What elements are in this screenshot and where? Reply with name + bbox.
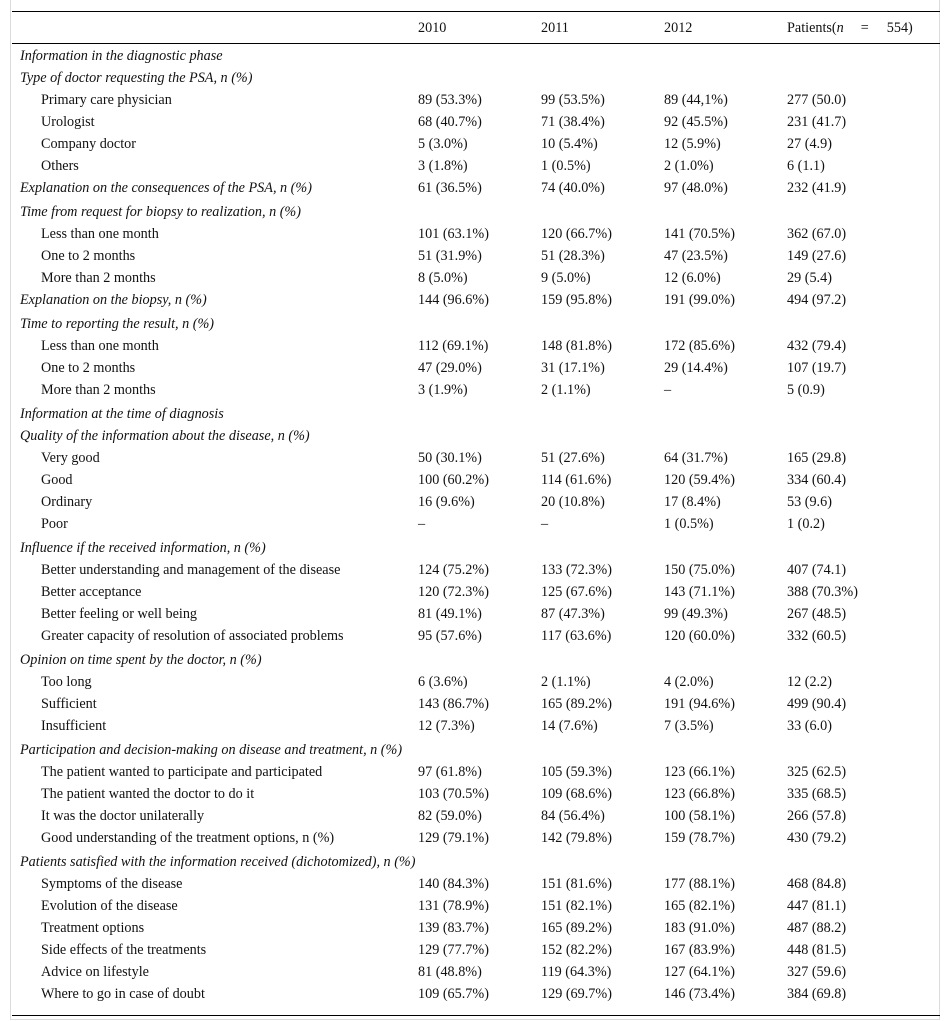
row-label: Less than one month [41, 338, 159, 354]
row-value-patients: 430 (79.2) [787, 830, 847, 846]
row-label: Quality of the information about the disease, n (%) [20, 428, 310, 444]
table-section-row [12, 67, 940, 89]
table-row [12, 379, 940, 401]
row-value-2011: 31 (17.1%) [541, 360, 605, 376]
row-value-2011: 84 (56.4%) [541, 808, 605, 824]
header-2012: 2012 [664, 20, 693, 36]
row-label: Greater capacity of resolution of associated problems [41, 628, 344, 644]
row-value-patients: 334 (60.4) [787, 472, 847, 488]
row-value-2012: 29 (14.4%) [664, 360, 728, 376]
row-value-2010: 61 (36.5%) [418, 180, 482, 196]
table-row [12, 133, 940, 155]
row-value-2011: 133 (72.3%) [541, 562, 612, 578]
table-row [12, 917, 940, 939]
table-header [12, 11, 940, 44]
table-row [12, 89, 940, 111]
header-patients-prefix: Patients( [787, 20, 837, 36]
row-value-patients: 267 (48.5) [787, 606, 847, 622]
row-label: Sufficient [41, 696, 97, 712]
row-label: Too long [41, 674, 92, 690]
row-value-2011: 120 (66.7%) [541, 226, 612, 242]
row-value-patients: 231 (41.7) [787, 114, 847, 130]
table-row [12, 715, 940, 737]
row-label: Opinion on time spent by the doctor, n (%) [20, 652, 262, 668]
table-row [12, 491, 940, 513]
row-value-patients: 232 (41.9) [787, 180, 847, 196]
row-label: It was the doctor unilaterally [41, 808, 205, 824]
row-label: Influence if the received information, n (%) [20, 540, 266, 556]
row-value-2012: 120 (60.0%) [664, 628, 735, 644]
row-value-2010: 5 (3.0%) [418, 136, 468, 152]
row-value-2011: 119 (64.3%) [541, 964, 612, 980]
row-label: Treatment options [41, 920, 145, 936]
row-value-2010: 8 (5.0%) [418, 270, 468, 286]
row-value-2012: 12 (5.9%) [664, 136, 721, 152]
data-table [12, 11, 940, 1016]
row-label: Time from request for biopsy to realization, n (%) [20, 204, 301, 220]
row-value-2012: 47 (23.5%) [664, 248, 728, 264]
row-value-patients: 165 (29.8) [787, 450, 847, 466]
row-label: Symptoms of the disease [41, 876, 183, 892]
row-value-2010: 101 (63.1%) [418, 226, 489, 242]
row-value-2012: 4 (2.0%) [664, 674, 714, 690]
row-value-2012: 150 (75.0%) [664, 562, 735, 578]
header-2011: 2011 [541, 20, 569, 36]
table-row [12, 335, 940, 357]
row-value-2011: 9 (5.0%) [541, 270, 591, 286]
row-value-2010: 89 (53.3%) [418, 92, 482, 108]
row-value-patients: 149 (27.6) [787, 248, 847, 264]
row-value-patients: 33 (6.0) [787, 718, 832, 734]
row-value-2011: 51 (27.6%) [541, 450, 605, 466]
table-row [12, 783, 940, 805]
row-value-2012: 177 (88.1%) [664, 876, 735, 892]
row-value-patients: 499 (90.4) [787, 696, 847, 712]
row-value-2012: 99 (49.3%) [664, 606, 728, 622]
row-value-2012: – [664, 382, 672, 398]
row-value-2012: 123 (66.8%) [664, 786, 735, 802]
row-label: Explanation on the biopsy, n (%) [20, 292, 207, 308]
row-label: Better understanding and management of the disease [41, 562, 341, 578]
row-label: One to 2 months [41, 360, 136, 376]
row-value-2012: 97 (48.0%) [664, 180, 728, 196]
row-value-2012: 12 (6.0%) [664, 270, 721, 286]
row-label: Information in the diagnostic phase [20, 48, 223, 64]
row-value-patients: 12 (2.2) [787, 674, 832, 690]
row-value-2010: 51 (31.9%) [418, 248, 482, 264]
row-value-patients: 447 (81.1) [787, 898, 847, 914]
row-value-2010: 129 (79.1%) [418, 830, 489, 846]
row-value-2010: 100 (60.2%) [418, 472, 489, 488]
row-value-2010: 120 (72.3%) [418, 584, 489, 600]
row-value-2010: 144 (96.6%) [418, 292, 489, 308]
row-value-2010: 16 (9.6%) [418, 494, 475, 510]
row-label: Patients satisfied with the information received (dichotomized), n (%) [20, 854, 416, 870]
row-value-2010: 68 (40.7%) [418, 114, 482, 130]
row-value-2010: 139 (83.7%) [418, 920, 489, 936]
row-value-2011: 117 (63.6%) [541, 628, 612, 644]
table-section-row [12, 401, 940, 425]
table-row [12, 267, 940, 289]
row-value-2012: 146 (73.4%) [664, 986, 735, 1002]
row-value-2010: 81 (48.8%) [418, 964, 482, 980]
row-value-2011: – [541, 516, 549, 532]
row-label: Primary care physician [41, 92, 172, 108]
row-value-2012: 17 (8.4%) [664, 494, 721, 510]
row-value-2010: 129 (77.7%) [418, 942, 489, 958]
table-row [12, 895, 940, 917]
row-value-patients: 362 (67.0) [787, 226, 847, 242]
table-row [12, 961, 940, 983]
table-row [12, 693, 940, 715]
row-value-patients: 6 (1.1) [787, 158, 825, 174]
row-value-patients: 266 (57.8) [787, 808, 847, 824]
row-value-2011: 10 (5.4%) [541, 136, 598, 152]
row-label: Insufficient [41, 718, 107, 734]
table-section-row [12, 199, 940, 223]
row-value-2010: 50 (30.1%) [418, 450, 482, 466]
table-row [12, 873, 940, 895]
row-value-2011: 2 (1.1%) [541, 674, 591, 690]
row-value-2012: 191 (99.0%) [664, 292, 735, 308]
row-value-2010: 112 (69.1%) [418, 338, 489, 354]
table-section-row [12, 425, 940, 447]
row-label: Ordinary [41, 494, 93, 510]
row-value-2010: 95 (57.6%) [418, 628, 482, 644]
row-value-2011: 74 (40.0%) [541, 180, 605, 196]
row-value-2011: 165 (89.2%) [541, 920, 612, 936]
row-value-patients: 29 (5.4) [787, 270, 832, 286]
row-value-2010: 47 (29.0%) [418, 360, 482, 376]
table-row [12, 939, 940, 961]
header-patients [787, 19, 927, 37]
row-value-2010: 124 (75.2%) [418, 562, 489, 578]
table-section-row [12, 311, 940, 335]
row-value-2010: 140 (84.3%) [418, 876, 489, 892]
row-value-patients: 487 (88.2) [787, 920, 847, 936]
table-section-row [12, 535, 940, 559]
row-label: More than 2 months [41, 270, 156, 286]
table-row [12, 625, 940, 647]
row-label: Time to reporting the result, n (%) [20, 316, 215, 332]
row-value-patients: 332 (60.5) [787, 628, 847, 644]
row-value-2010: 3 (1.9%) [418, 382, 468, 398]
row-value-2012: 127 (64.1%) [664, 964, 735, 980]
row-value-patients: 27 (4.9) [787, 136, 832, 152]
row-value-patients: 432 (79.4) [787, 338, 847, 354]
row-label: Side effects of the treatments [41, 942, 207, 958]
table-body [12, 45, 940, 1005]
row-value-2010: 82 (59.0%) [418, 808, 482, 824]
row-value-patients: 277 (50.0) [787, 92, 847, 108]
row-value-2011: 125 (67.6%) [541, 584, 612, 600]
row-value-2011: 142 (79.8%) [541, 830, 612, 846]
header-2010: 2010 [418, 20, 447, 36]
row-value-2012: 92 (45.5%) [664, 114, 728, 130]
row-value-2010: 97 (61.8%) [418, 764, 482, 780]
row-value-2011: 152 (82.2%) [541, 942, 612, 958]
row-value-2011: 151 (82.1%) [541, 898, 612, 914]
table-row [12, 513, 940, 535]
row-value-2010: 143 (86.7%) [418, 696, 489, 712]
table-section-row [12, 289, 940, 311]
table-row [12, 447, 940, 469]
row-value-patients: 327 (59.6) [787, 964, 847, 980]
table-row [12, 603, 940, 625]
row-label: Explanation on the consequences of the PSA, n (%) [20, 180, 312, 196]
table-row [12, 761, 940, 783]
row-label: Company doctor [41, 136, 136, 152]
row-label: Urologist [41, 114, 95, 130]
row-value-2011: 105 (59.3%) [541, 764, 612, 780]
row-value-2010: 3 (1.8%) [418, 158, 468, 174]
row-label: Where to go in case of doubt [41, 986, 205, 1002]
row-value-patients: 53 (9.6) [787, 494, 832, 510]
row-value-2011: 51 (28.3%) [541, 248, 605, 264]
row-value-2012: 159 (78.7%) [664, 830, 735, 846]
row-label: Less than one month [41, 226, 159, 242]
row-value-2012: 167 (83.9%) [664, 942, 735, 958]
row-value-patients: 407 (74.1) [787, 562, 847, 578]
row-value-2011: 129 (69.7%) [541, 986, 612, 1002]
table-row [12, 827, 940, 849]
table-row [12, 245, 940, 267]
header-patients-n: n [836, 20, 844, 36]
row-label: Good understanding of the treatment options, n (%) [41, 830, 335, 846]
row-value-2012: 2 (1.0%) [664, 158, 714, 174]
row-label: Participation and decision-making on disease and treatment, n (%) [20, 742, 403, 758]
row-value-patients: 335 (68.5) [787, 786, 847, 802]
row-value-2012: 172 (85.6%) [664, 338, 735, 354]
row-value-2012: 191 (94.6%) [664, 696, 735, 712]
row-value-2011: 114 (61.6%) [541, 472, 612, 488]
table-bottom-rule [12, 1005, 940, 1016]
row-label: Advice on lifestyle [41, 964, 149, 980]
table-row [12, 983, 940, 1005]
table-row [12, 223, 940, 245]
row-label: Better acceptance [41, 584, 142, 600]
row-label: Evolution of the disease [41, 898, 178, 914]
row-value-2012: 89 (44,1%) [664, 92, 728, 108]
table-section-row [12, 737, 940, 761]
row-label: The patient wanted the doctor to do it [41, 786, 255, 802]
row-value-2011: 165 (89.2%) [541, 696, 612, 712]
row-label: Good [41, 472, 73, 488]
row-value-2011: 159 (95.8%) [541, 292, 612, 308]
row-label: Poor [41, 516, 68, 532]
row-value-patients: 1 (0.2) [787, 516, 825, 532]
row-value-2012: 183 (91.0%) [664, 920, 735, 936]
row-value-2011: 87 (47.3%) [541, 606, 605, 622]
header-patients-value: 554) [886, 20, 913, 36]
row-value-patients: 494 (97.2) [787, 292, 847, 308]
row-value-2010: 103 (70.5%) [418, 786, 489, 802]
row-value-2011: 1 (0.5%) [541, 158, 591, 174]
table-row [12, 805, 940, 827]
row-value-2010: 109 (65.7%) [418, 986, 489, 1002]
header-patients-eq: = [860, 20, 869, 36]
table-section-row [12, 177, 940, 199]
row-value-2012: 143 (71.1%) [664, 584, 735, 600]
table-row [12, 671, 940, 693]
table-section-row [12, 849, 940, 873]
table-row [12, 357, 940, 379]
row-value-patients: 468 (84.8) [787, 876, 847, 892]
row-value-2012: 1 (0.5%) [664, 516, 714, 532]
row-value-2011: 99 (53.5%) [541, 92, 605, 108]
row-value-2010: 6 (3.6%) [418, 674, 468, 690]
row-value-2011: 71 (38.4%) [541, 114, 605, 130]
row-label: Type of doctor requesting the PSA, n (%) [20, 70, 253, 86]
row-value-2012: 100 (58.1%) [664, 808, 735, 824]
row-value-2012: 120 (59.4%) [664, 472, 735, 488]
row-value-2012: 123 (66.1%) [664, 764, 735, 780]
row-label: Better feeling or well being [41, 606, 198, 622]
row-value-2010: 131 (78.9%) [418, 898, 489, 914]
table-row [12, 581, 940, 603]
row-value-2010: 81 (49.1%) [418, 606, 482, 622]
table-section-row [12, 45, 940, 67]
row-label: The patient wanted to participate and participated [41, 764, 323, 780]
row-value-2012: 141 (70.5%) [664, 226, 735, 242]
row-label: More than 2 months [41, 382, 156, 398]
row-label: One to 2 months [41, 248, 136, 264]
row-label: Information at the time of diagnosis [20, 406, 224, 422]
row-value-2012: 7 (3.5%) [664, 718, 714, 734]
row-value-patients: 448 (81.5) [787, 942, 847, 958]
row-value-2011: 14 (7.6%) [541, 718, 598, 734]
row-value-2011: 20 (10.8%) [541, 494, 605, 510]
row-value-patients: 107 (19.7) [787, 360, 847, 376]
row-value-2010: – [418, 516, 426, 532]
row-value-2011: 109 (68.6%) [541, 786, 612, 802]
row-value-patients: 384 (69.8) [787, 986, 847, 1002]
table-row [12, 111, 940, 133]
row-label: Very good [41, 450, 100, 466]
table-section-row [12, 647, 940, 671]
row-value-2012: 165 (82.1%) [664, 898, 735, 914]
row-value-patients: 5 (0.9) [787, 382, 825, 398]
row-value-2010: 12 (7.3%) [418, 718, 475, 734]
row-label: Others [41, 158, 79, 174]
row-value-2011: 2 (1.1%) [541, 382, 591, 398]
table-row [12, 469, 940, 491]
row-value-patients: 325 (62.5) [787, 764, 847, 780]
table-row [12, 155, 940, 177]
table-row [12, 559, 940, 581]
row-value-2011: 148 (81.8%) [541, 338, 612, 354]
row-value-2011: 151 (81.6%) [541, 876, 612, 892]
row-value-patients: 388 (70.3%) [787, 584, 858, 600]
row-value-2012: 64 (31.7%) [664, 450, 728, 466]
